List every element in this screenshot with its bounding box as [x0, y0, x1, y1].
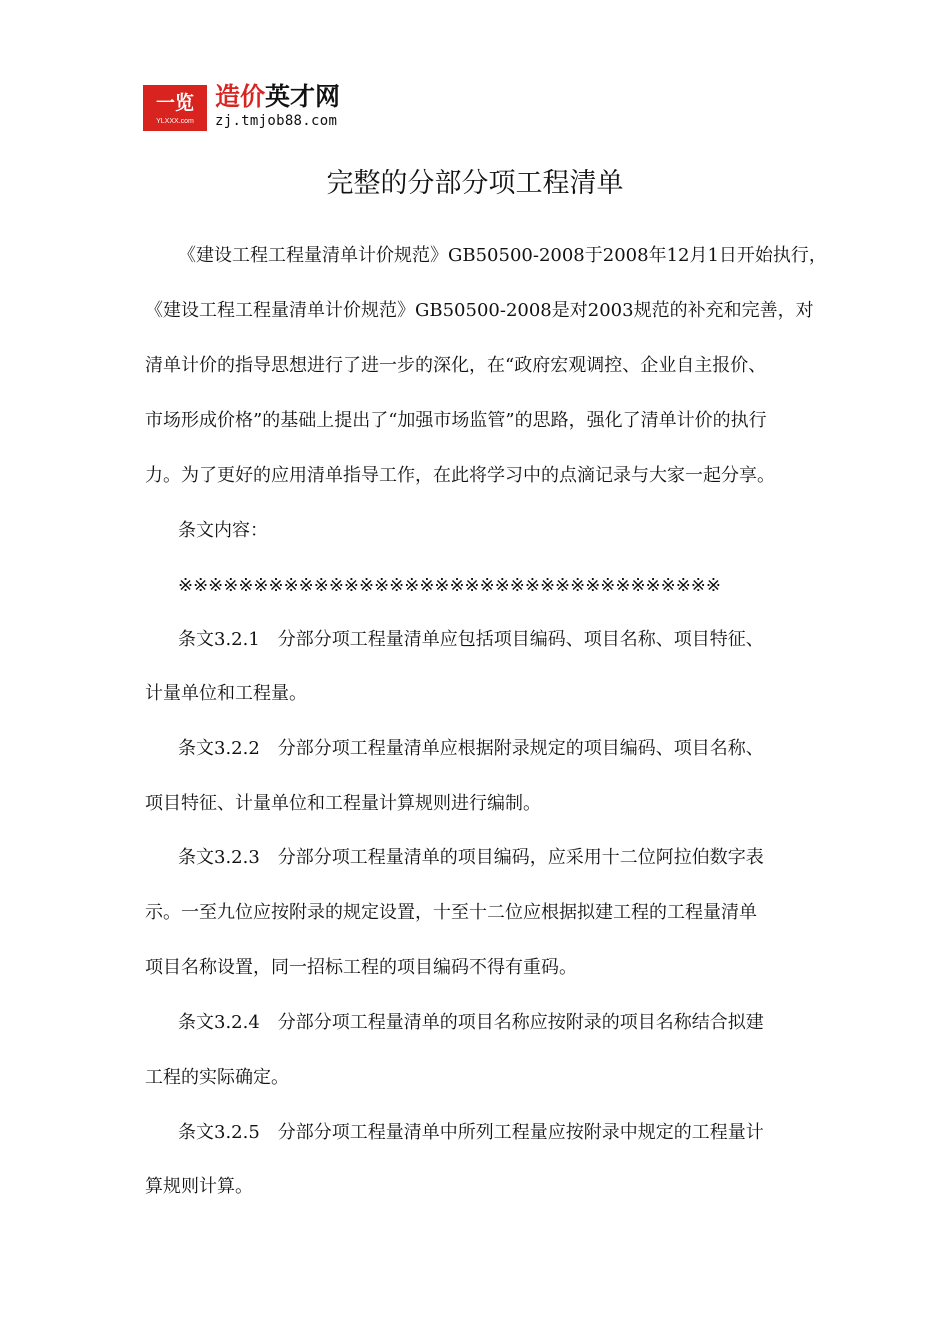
clause-line: 条文3.2.4 分部分项工程量清单的项目名称应按附录的项目名称结合拟建: [178, 1012, 764, 1033]
section-label: 条文内容：: [178, 520, 268, 541]
paragraph-line: 力。为了更好的应用清单指导工作，在此将学习中的点滴记录与大家一起分享。: [145, 465, 775, 486]
logo-title-red: 造价: [215, 82, 266, 111]
paragraph-line: 清单计价的指导思想进行了进一步的深化，在“政府宏观调控、企业自主报价、: [145, 355, 767, 376]
paragraph-line: 《建设工程工程量清单计价规范》GB50500-2008是对2003规范的补充和完善，对: [145, 300, 814, 321]
logo-badge: [143, 85, 207, 131]
logo-url: zj.tmjob88.com: [215, 113, 338, 129]
clause-line: 条文3.2.1 分部分项工程量清单应包括项目编码、项目名称、项目特征、: [178, 629, 764, 650]
clause-line: 项目特征、计量单位和工程量计算规则进行编制。: [145, 793, 541, 814]
paragraph-line: 市场形成价格”的基础上提出了“加强市场监管”的思路，强化了清单计价的执行: [145, 410, 767, 431]
clause-line: 条文3.2.2 分部分项工程量清单应根据附录规定的项目编码、项目名称、: [178, 738, 764, 759]
clause-line: 条文3.2.5 分部分项工程量清单中所列工程量应按附录中规定的工程量计: [178, 1122, 764, 1143]
clause-line: 示。一至九位应按附录的规定设置，十至十二位应根据拟建工程的工程量清单: [145, 902, 757, 923]
logo-title-black: 英才网: [265, 82, 341, 111]
paragraph-line: 《建设工程工程量清单计价规范》GB50500-2008于2008年12月1日开始执行，: [178, 245, 827, 266]
logo-badge-subtext: YLXXX.com: [156, 118, 194, 125]
logo-title: [215, 82, 340, 112]
document-title: 完整的分部分项工程清单: [326, 168, 624, 199]
clause-line: 算规则计算。: [145, 1176, 253, 1197]
logo-badge-text: 一览: [155, 92, 194, 114]
separator-line: ※※※※※※※※※※※※※※※※※※※※※※※※※※※※※※※※※※※※: [178, 575, 721, 596]
clause-line: 项目名称设置，同一招标工程的项目编码不得有重码。: [145, 957, 577, 978]
clause-line: 条文3.2.3 分部分项工程量清单的项目编码，应采用十二位阿拉伯数字表: [178, 847, 764, 868]
clause-line: 工程的实际确定。: [145, 1067, 289, 1088]
site-logo[interactable]: [143, 80, 373, 134]
clause-line: 计量单位和工程量。: [145, 683, 307, 704]
